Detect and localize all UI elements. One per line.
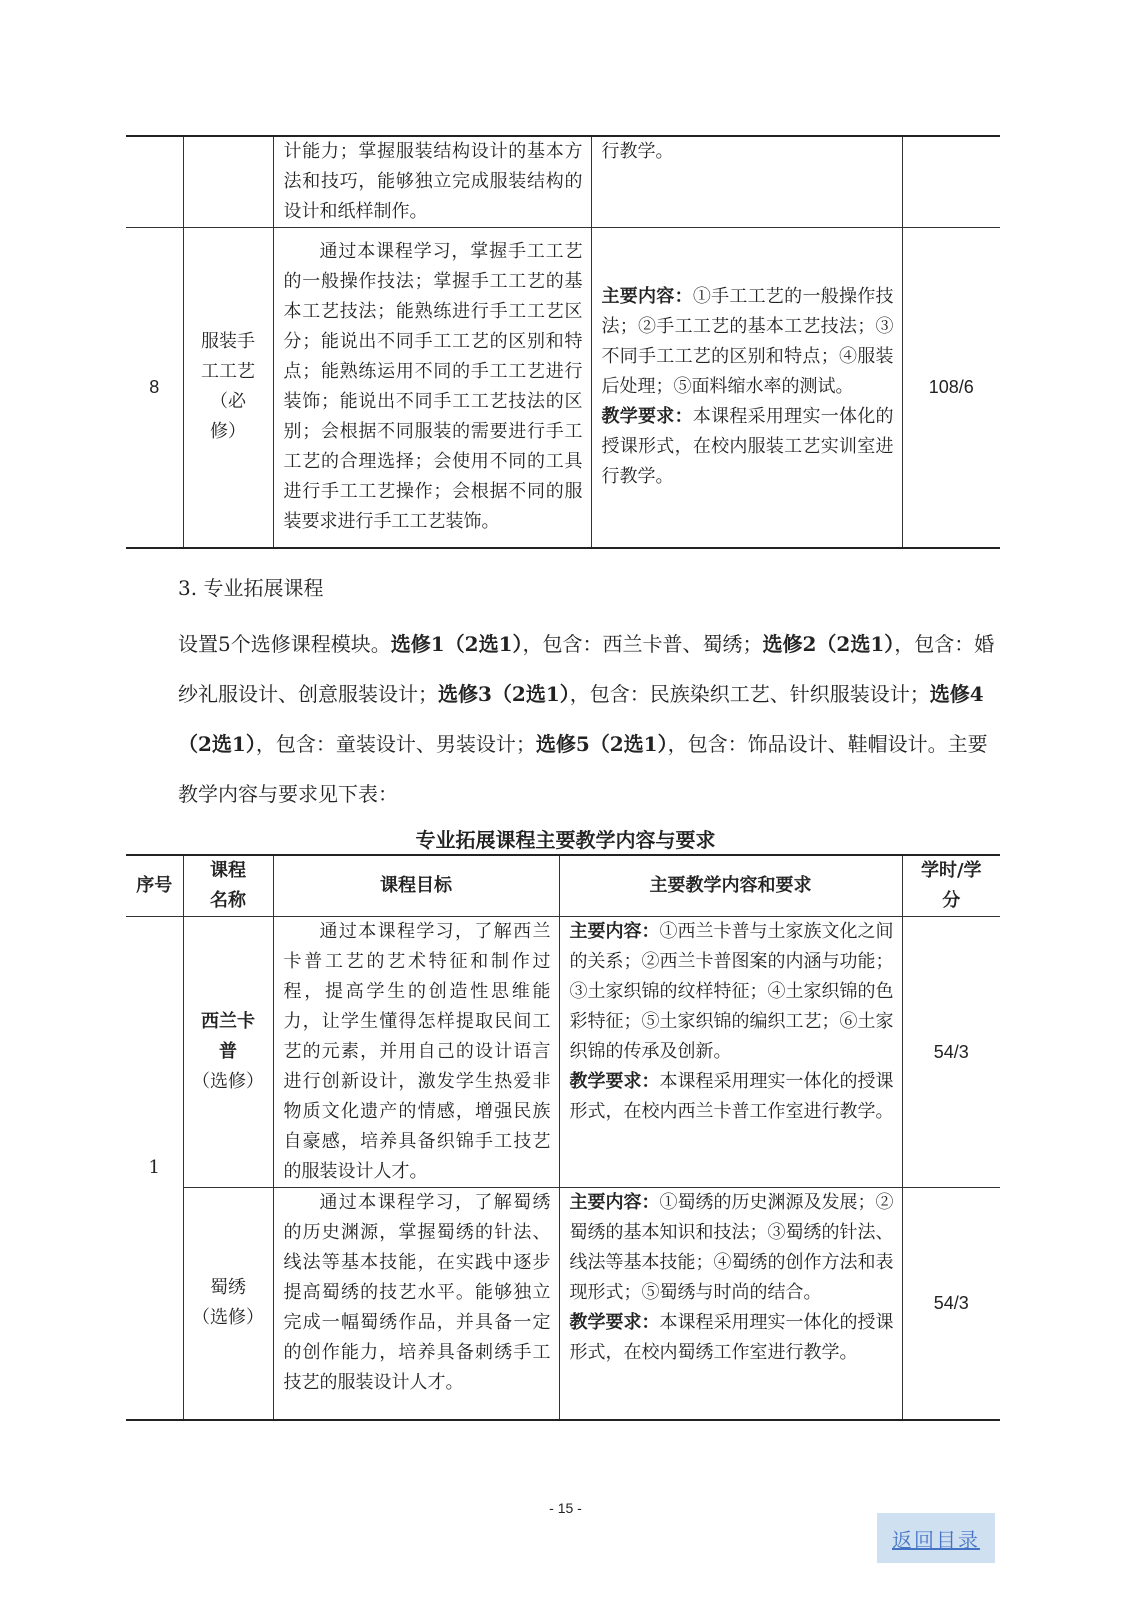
requirement-text: 本课程采用理实一体化的授课形式，在校内服装工艺实训室进行教学。 bbox=[601, 406, 894, 488]
course-content bbox=[591, 228, 902, 548]
content-text: ①蜀绣的历史渊源及发展；②蜀绣的基本知识和技法；③蜀绣的针法、线法等基本技能；④蜀绣的创作方法和表现形式；⑤蜀绣与时尚的结合。 bbox=[569, 1192, 894, 1303]
section-title: 3. 专业拓展课程 bbox=[178, 576, 324, 600]
paragraph-run: ，包含：饰品设计、鞋帽设计。主要教学内容与要求见下表： bbox=[178, 732, 988, 806]
course-content-text: 行教学。 bbox=[601, 141, 674, 162]
table-row bbox=[126, 1188, 1000, 1420]
requirement-label: 教学要求： bbox=[601, 406, 693, 428]
course-goal-text: 计能力；掌握服装结构设计的基本方法和技巧，能够独立完成服装结构的设计和纸样制作。 bbox=[283, 141, 583, 222]
elective-course-table bbox=[126, 854, 1000, 1421]
course-goal bbox=[273, 228, 591, 548]
course-goal bbox=[273, 136, 591, 228]
course-name bbox=[183, 136, 273, 228]
page-number: - 15 - bbox=[549, 1500, 582, 1516]
course-name: 服装手工工艺（必修） bbox=[183, 228, 273, 548]
course-type: （选修） bbox=[192, 1307, 264, 1329]
content-text: ①西兰卡普与土家族文化之间的关系；②西兰卡普图案的内涵与功能；③土家织锦的纹样特征；④土家织锦的色彩特征；⑤土家织锦的编织工艺；⑥土家织锦的传承及创新。 bbox=[569, 921, 894, 1062]
header-content: 主要教学内容和要求 bbox=[559, 855, 902, 917]
course-hours: 54/3 bbox=[902, 917, 1000, 1188]
course-content bbox=[559, 917, 902, 1188]
table-row bbox=[126, 136, 1000, 228]
back-to-contents-link[interactable] bbox=[877, 1513, 995, 1563]
course-table-continued bbox=[126, 135, 1000, 549]
requirement-text: 本课程采用理实一体化的授课形式，在校内西兰卡普工作室进行教学。 bbox=[569, 1071, 894, 1122]
course-goal-text: 通过本课程学习，了解蜀绣的历史渊源，掌握蜀绣的针法、线法等基本技能，在实践中逐步提高蜀绣的技艺水平。能够独立完成一幅蜀绣作品，并具备一定的创作能力，培养具备刺绣手工技艺的服装设计人才。 bbox=[283, 1192, 551, 1393]
content-label: 主要内容： bbox=[601, 286, 693, 308]
course-content-block bbox=[560, 1188, 902, 1368]
course-content bbox=[591, 136, 902, 228]
table-row bbox=[126, 917, 1000, 1188]
table-caption: 专业拓展课程主要教学内容与要求 bbox=[415, 828, 716, 852]
paragraph-run: ，包含：西兰卡普、蜀绣； bbox=[522, 632, 763, 656]
table-header-row bbox=[126, 855, 1000, 917]
row-number bbox=[126, 136, 183, 228]
course-content-block bbox=[560, 917, 902, 1127]
requirement-label: 教学要求： bbox=[569, 1312, 660, 1333]
course-hours: 108/6 bbox=[902, 228, 1000, 548]
group-number: 1 bbox=[126, 917, 183, 1420]
course-type: （选修） bbox=[192, 1071, 264, 1092]
requirement-text: 本课程采用理实一体化的授课形式，在校内蜀绣工作室进行教学。 bbox=[569, 1312, 894, 1363]
requirement-label: 教学要求： bbox=[569, 1071, 660, 1092]
header-goal: 课程目标 bbox=[273, 855, 559, 917]
row-number: 8 bbox=[126, 228, 183, 548]
content-label: 主要内容： bbox=[569, 921, 660, 942]
paragraph-run: ，包含：民族染织工艺、针织服装设计； bbox=[569, 682, 930, 706]
content-label: 主要内容： bbox=[569, 1192, 660, 1213]
course-name-text: 西兰卡普 bbox=[201, 1011, 255, 1062]
course-goal bbox=[273, 917, 559, 1188]
section-paragraph bbox=[178, 619, 1000, 819]
course-goal-text: 通过本课程学习，掌握手工工艺的一般操作技法；掌握手工工艺的基本工艺技法；能熟练进行手工工艺区分；能说出不同手工工艺的区别和特点；能熟练运用不同的手工工艺进行装饰；能说出不同手工工艺技法的区别；会根据不同服装的需要进行手工工艺的合理选择；会使用不同的工具进行手工工艺操作；会根据不同的服装要求进行手工工艺装饰。 bbox=[283, 241, 583, 533]
course-goal-text: 通过本课程学习，了解西兰卡普工艺的艺术特征和制作过程，提高学生的创造性思维能力，让学生懂得怎样提取民间工艺的元素，并用自己的设计语言进行创新设计，激发学生热爱非物质文化遗产的情感，增强民族自豪感，培养具备织锦手工技艺的服装设计人才。 bbox=[283, 921, 551, 1182]
course-name bbox=[183, 1188, 273, 1420]
paragraph-run: ，包含：婚纱礼服设计、创意服装设计； bbox=[178, 632, 995, 706]
paragraph-run-bold: 选修4（2选1） bbox=[178, 682, 984, 756]
paragraph-run-bold: 选修3（2选1） bbox=[438, 682, 570, 706]
header-hours: 学时/学分 bbox=[902, 855, 1000, 917]
course-content bbox=[559, 1188, 902, 1420]
back-to-contents-label[interactable]: 返回目录 bbox=[892, 1527, 980, 1552]
paragraph-run-bold: 选修5（2选1） bbox=[535, 732, 668, 756]
paragraph-run-bold: 选修2（2选1） bbox=[762, 632, 895, 656]
header-no: 序号 bbox=[126, 855, 183, 917]
course-name-text: 蜀绣 bbox=[210, 1277, 246, 1299]
course-goal bbox=[273, 1188, 559, 1420]
paragraph-run: 设置5个选修课程模块。 bbox=[178, 632, 391, 656]
course-name bbox=[183, 917, 273, 1188]
paragraph-run: ，包含：童装设计、男装设计； bbox=[255, 732, 536, 756]
course-hours: 54/3 bbox=[902, 1188, 1000, 1420]
course-hours bbox=[902, 136, 1000, 228]
table-row bbox=[126, 228, 1000, 548]
course-content-block bbox=[592, 282, 902, 492]
content-text: ①手工工艺的一般操作技法；②手工工艺的基本工艺技法；③不同手工工艺的区别和特点；④服装后处理；⑤面料缩水率的测试。 bbox=[601, 286, 894, 398]
paragraph-run-bold: 选修1（2选1） bbox=[390, 632, 523, 656]
header-course: 课程名称 bbox=[183, 855, 273, 917]
